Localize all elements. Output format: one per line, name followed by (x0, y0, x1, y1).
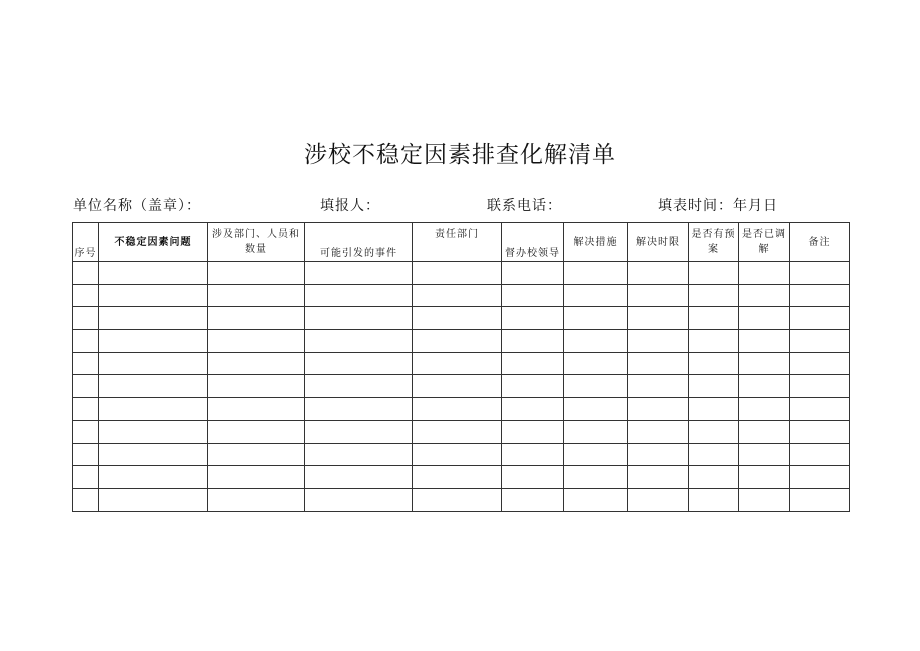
table-cell[interactable] (73, 420, 99, 443)
table-cell[interactable] (413, 466, 502, 489)
table-cell[interactable] (689, 352, 739, 375)
table-cell[interactable] (689, 262, 739, 285)
table-cell[interactable] (99, 375, 208, 398)
table-row (73, 352, 850, 375)
table-cell[interactable] (99, 307, 208, 330)
table-cell[interactable] (689, 488, 739, 511)
unit-name-label: 单位名称（盖章）： (73, 198, 201, 214)
table-cell[interactable] (739, 398, 790, 421)
table-header-row (73, 223, 850, 262)
table-cell[interactable] (502, 262, 564, 285)
table-cell[interactable] (502, 307, 564, 330)
table-row (73, 398, 850, 421)
table-cell[interactable] (628, 443, 689, 466)
table-cell[interactable] (790, 284, 850, 307)
header-supervisor: 督办校领导 (502, 223, 564, 262)
table-cell[interactable] (208, 443, 305, 466)
table-cell[interactable] (99, 262, 208, 285)
table-row (73, 488, 850, 511)
table-cell[interactable] (628, 420, 689, 443)
table-cell[interactable] (564, 307, 628, 330)
table-cell[interactable] (739, 262, 790, 285)
table-cell[interactable] (628, 330, 689, 353)
header-possible-events: 可能引发的事件 (305, 223, 413, 262)
fill-time-label: 填表时间：年月日 (658, 198, 778, 214)
table-cell[interactable] (413, 284, 502, 307)
table-cell[interactable] (564, 352, 628, 375)
table-row (73, 330, 850, 353)
table-cell[interactable] (689, 398, 739, 421)
table-cell[interactable] (502, 443, 564, 466)
table-row (73, 466, 850, 489)
table-cell[interactable] (73, 307, 99, 330)
table-cell[interactable] (413, 488, 502, 511)
table-cell[interactable] (628, 262, 689, 285)
table-cell[interactable] (73, 262, 99, 285)
table-cell[interactable] (790, 330, 850, 353)
table-cell[interactable] (564, 262, 628, 285)
table-cell[interactable] (413, 307, 502, 330)
table-cell[interactable] (99, 443, 208, 466)
table-cell[interactable] (208, 352, 305, 375)
header-deadline: 解决时限 (628, 223, 689, 262)
table-cell[interactable] (739, 307, 790, 330)
table-cell[interactable] (305, 262, 413, 285)
header-mediated: 是否已调解 (739, 223, 790, 262)
table-cell[interactable] (564, 466, 628, 489)
table-cell[interactable] (628, 307, 689, 330)
table-cell[interactable] (413, 398, 502, 421)
table-cell[interactable] (502, 420, 564, 443)
table-cell[interactable] (413, 330, 502, 353)
header-has-plan: 是否有预案 (689, 223, 739, 262)
table-cell[interactable] (73, 398, 99, 421)
table-cell[interactable] (502, 488, 564, 511)
table-cell[interactable] (208, 330, 305, 353)
table-cell[interactable] (790, 307, 850, 330)
table-cell[interactable] (628, 352, 689, 375)
table-cell[interactable] (99, 420, 208, 443)
table-cell[interactable] (305, 398, 413, 421)
table-body (73, 262, 850, 512)
table-cell[interactable] (413, 443, 502, 466)
table-cell[interactable] (99, 488, 208, 511)
table-cell[interactable] (790, 262, 850, 285)
table-cell[interactable] (564, 398, 628, 421)
table-cell[interactable] (689, 330, 739, 353)
table-cell[interactable] (564, 488, 628, 511)
table-cell[interactable] (208, 398, 305, 421)
table-cell[interactable] (305, 420, 413, 443)
table-cell[interactable] (413, 375, 502, 398)
table-cell[interactable] (628, 488, 689, 511)
table-cell[interactable] (564, 443, 628, 466)
table-cell[interactable] (413, 420, 502, 443)
table-cell[interactable] (739, 284, 790, 307)
table-cell[interactable] (73, 284, 99, 307)
table-cell[interactable] (305, 488, 413, 511)
table-cell[interactable] (790, 352, 850, 375)
table-cell[interactable] (502, 352, 564, 375)
table-cell[interactable] (502, 466, 564, 489)
table-cell[interactable] (208, 420, 305, 443)
table-cell[interactable] (413, 352, 502, 375)
table-cell[interactable] (628, 466, 689, 489)
table-cell[interactable] (502, 284, 564, 307)
phone-label: 联系电话： (487, 198, 562, 214)
table-cell[interactable] (208, 284, 305, 307)
table-cell[interactable] (739, 375, 790, 398)
table-cell[interactable] (689, 443, 739, 466)
filler-label: 填报人： (320, 198, 380, 214)
table-cell[interactable] (739, 352, 790, 375)
table-cell[interactable] (628, 375, 689, 398)
table-cell[interactable] (99, 398, 208, 421)
table-cell[interactable] (208, 375, 305, 398)
table-cell[interactable] (739, 488, 790, 511)
table-cell[interactable] (413, 262, 502, 285)
table-cell[interactable] (564, 284, 628, 307)
header-issue: 不稳定因素问题 (99, 223, 208, 262)
table-cell[interactable] (564, 420, 628, 443)
investigation-table (72, 222, 850, 512)
table-cell[interactable] (208, 262, 305, 285)
table-row (73, 284, 850, 307)
table-cell[interactable] (739, 330, 790, 353)
table-cell[interactable] (208, 466, 305, 489)
table-cell[interactable] (502, 375, 564, 398)
table-cell[interactable] (502, 398, 564, 421)
table-cell[interactable] (73, 443, 99, 466)
table-row (73, 262, 850, 285)
table-cell[interactable] (305, 443, 413, 466)
table-cell[interactable] (790, 375, 850, 398)
page-title: 涉校不稳定因素排查化解清单 (304, 142, 616, 168)
table-cell[interactable] (502, 330, 564, 353)
table-row (73, 443, 850, 466)
table-cell[interactable] (99, 284, 208, 307)
table-row (73, 307, 850, 330)
table-cell[interactable] (739, 443, 790, 466)
table-cell[interactable] (790, 398, 850, 421)
table-cell[interactable] (628, 398, 689, 421)
table-cell[interactable] (739, 466, 790, 489)
table-cell[interactable] (208, 488, 305, 511)
table-cell[interactable] (689, 284, 739, 307)
table-cell[interactable] (73, 352, 99, 375)
table-cell[interactable] (305, 466, 413, 489)
table-cell[interactable] (208, 307, 305, 330)
table-cell[interactable] (790, 420, 850, 443)
table-cell[interactable] (73, 466, 99, 489)
table-cell[interactable] (790, 443, 850, 466)
table-cell[interactable] (790, 488, 850, 511)
table-cell[interactable] (305, 284, 413, 307)
table-cell[interactable] (564, 330, 628, 353)
table-cell[interactable] (689, 420, 739, 443)
table-cell[interactable] (99, 352, 208, 375)
table-cell[interactable] (790, 466, 850, 489)
table-cell[interactable] (628, 284, 689, 307)
table-cell[interactable] (739, 420, 790, 443)
table-cell[interactable] (99, 466, 208, 489)
table-cell[interactable] (689, 466, 739, 489)
table-cell[interactable] (305, 307, 413, 330)
table-cell[interactable] (73, 488, 99, 511)
header-measures: 解决措施 (564, 223, 628, 262)
table-row (73, 375, 850, 398)
table-cell[interactable] (305, 330, 413, 353)
header-serial: 序号 (73, 223, 99, 262)
header-responsible-dept: 责任部门 (413, 223, 502, 262)
table-cell[interactable] (305, 352, 413, 375)
table-cell[interactable] (305, 375, 413, 398)
table-cell[interactable] (689, 375, 739, 398)
table-cell[interactable] (689, 307, 739, 330)
table-cell[interactable] (99, 330, 208, 353)
table-cell[interactable] (73, 330, 99, 353)
header-remarks: 备注 (790, 223, 850, 262)
header-involved: 涉及部门、人员和数量 (208, 223, 305, 262)
table-row (73, 420, 850, 443)
table-cell[interactable] (564, 375, 628, 398)
table-cell[interactable] (73, 375, 99, 398)
